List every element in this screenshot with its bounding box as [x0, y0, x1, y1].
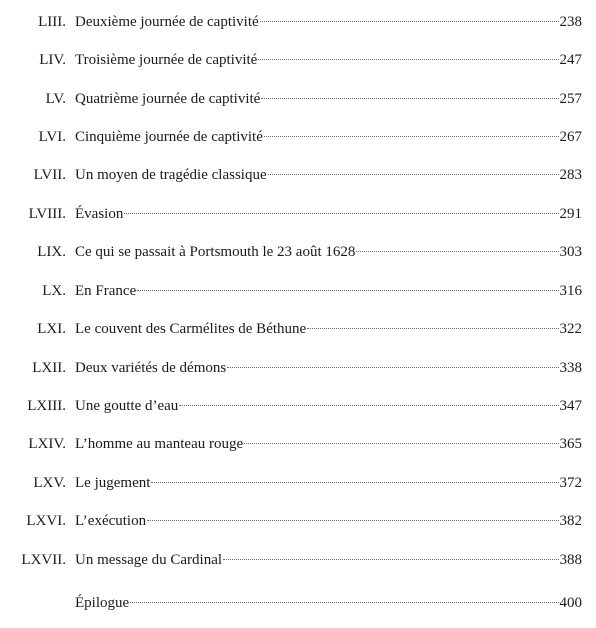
dot-leader [137, 290, 558, 291]
page-number: 322 [559, 321, 582, 337]
dot-leader [179, 405, 558, 406]
chapter-number: LIII. [38, 14, 66, 30]
chapter-number: LXI. [37, 321, 66, 337]
chapter-title: Deux variétés de démons [75, 360, 227, 376]
dot-leader [356, 251, 558, 252]
dot-leader [258, 59, 558, 60]
toc-entry[interactable] [0, 548, 596, 572]
toc-entry[interactable] [0, 317, 596, 341]
page-number: 238 [559, 14, 582, 30]
toc-entry[interactable] [0, 202, 596, 226]
chapter-number: LXVI. [26, 513, 66, 529]
chapter-title: Troisième journée de captivité [75, 52, 258, 68]
toc-entry[interactable] [0, 509, 596, 533]
toc-entry[interactable] [0, 471, 596, 495]
page-number: 365 [559, 436, 582, 452]
toc-entry[interactable] [0, 279, 596, 303]
dot-leader [223, 559, 558, 560]
page-number: 338 [559, 360, 582, 376]
toc-entry[interactable] [0, 125, 596, 149]
toc-entry[interactable] [0, 163, 596, 187]
chapter-number: LXIV. [28, 436, 66, 452]
page-number: 400 [559, 595, 582, 611]
page-number: 382 [559, 513, 582, 529]
chapter-number: LXII. [32, 360, 66, 376]
dot-leader [147, 520, 558, 521]
dot-leader [260, 21, 559, 22]
chapter-title: Deuxième journée de captivité [75, 14, 259, 30]
chapter-title: Évasion [75, 206, 124, 222]
chapter-number: LIV. [39, 52, 66, 68]
dot-leader [307, 328, 558, 329]
chapter-title: L’exécution [75, 513, 147, 529]
page-number: 267 [559, 129, 582, 145]
chapter-title: Une goutte d’eau [75, 398, 179, 414]
page-number: 247 [559, 52, 582, 68]
page-number: 347 [559, 398, 582, 414]
dot-leader [227, 367, 558, 368]
toc-entry[interactable] [0, 432, 596, 456]
dot-leader [151, 482, 558, 483]
chapter-title: Un moyen de tragédie classique [75, 167, 267, 183]
toc-entry[interactable] [0, 87, 596, 111]
chapter-number: LX. [42, 283, 66, 299]
chapter-number: LVII. [33, 167, 66, 183]
chapter-title: Quatrième journée de captivité [75, 91, 261, 107]
chapter-title: En France [75, 283, 137, 299]
dot-leader [124, 213, 558, 214]
page-number: 257 [559, 91, 582, 107]
chapter-title: Épilogue [75, 595, 130, 611]
chapter-number: LVIII. [28, 206, 66, 222]
page-number: 316 [559, 283, 582, 299]
chapter-number: LV. [45, 91, 66, 107]
toc-entry[interactable] [0, 48, 596, 72]
chapter-number: LXVII. [21, 552, 66, 568]
chapter-number: LIX. [37, 244, 66, 260]
toc-entry[interactable] [0, 10, 596, 34]
page-number: 388 [559, 552, 582, 568]
chapter-title: Le jugement [75, 475, 151, 491]
dot-leader [130, 602, 558, 603]
chapter-title: Un message du Cardinal [75, 552, 223, 568]
dot-leader [268, 174, 559, 175]
toc-entry[interactable] [0, 240, 596, 264]
page-number: 291 [559, 206, 582, 222]
chapter-number: LXIII. [27, 398, 66, 414]
chapter-title: L’homme au manteau rouge [75, 436, 244, 452]
chapter-number: LXV. [33, 475, 66, 491]
page-number: 303 [559, 244, 582, 260]
chapter-title: Le couvent des Carmélites de Béthune [75, 321, 307, 337]
page-number: 283 [559, 167, 582, 183]
toc-entry-epilogue[interactable] [0, 591, 596, 615]
dot-leader [244, 443, 558, 444]
chapter-title: Cinquième journée de captivité [75, 129, 263, 145]
page-number: 372 [559, 475, 582, 491]
dot-leader [264, 136, 559, 137]
chapter-title: Ce qui se passait à Portsmouth le 23 août 1628 [75, 244, 356, 260]
toc-entry[interactable] [0, 356, 596, 380]
chapter-number: LVI. [38, 129, 66, 145]
dot-leader [261, 98, 558, 99]
toc-entry[interactable] [0, 394, 596, 418]
